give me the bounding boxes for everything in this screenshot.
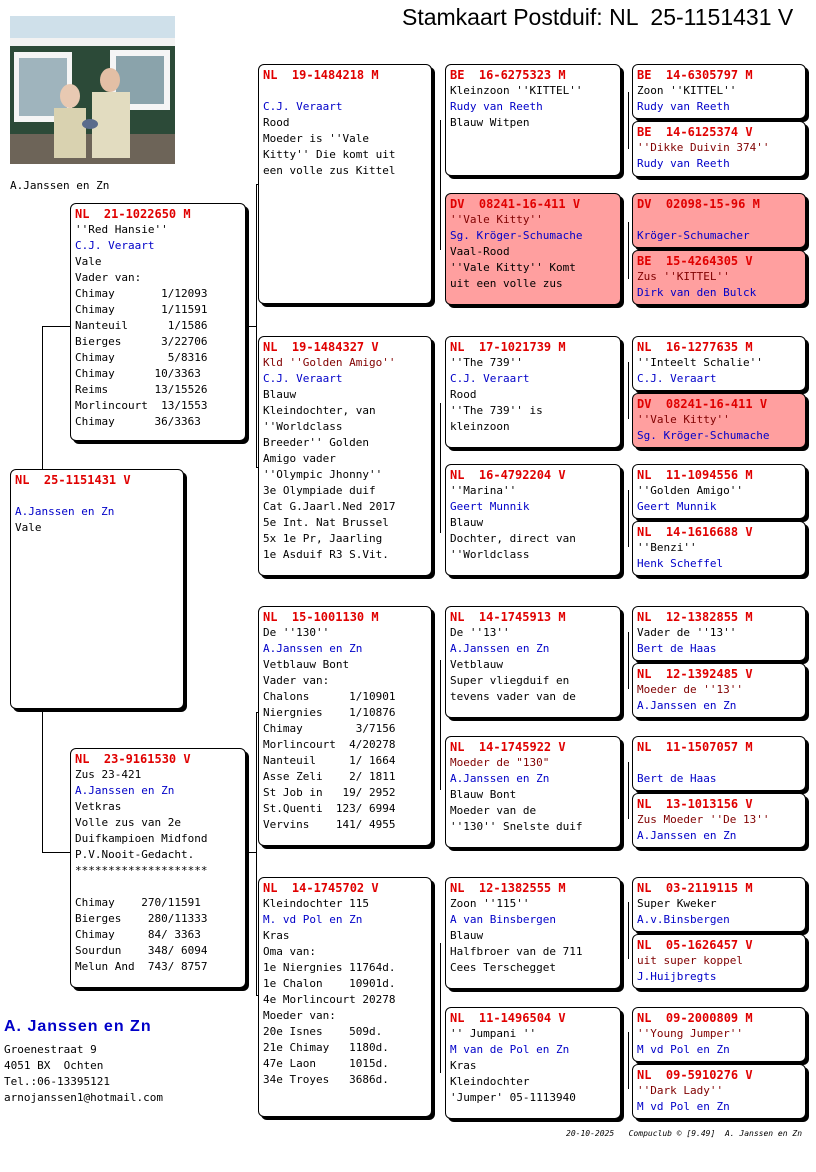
connector xyxy=(42,852,70,853)
pigeon-info-line: Chimay 36/3363 xyxy=(75,415,201,428)
pigeon-info-line: Vetblauw xyxy=(450,658,503,671)
pigeon-name xyxy=(15,488,179,504)
pigeon-info-line: Vetblauw Bont xyxy=(263,658,350,671)
pigeon-name: ''Inteelt Schalie'' xyxy=(637,356,763,369)
pigeon-info-line: Cees Terschegget xyxy=(450,961,556,974)
pigeon-info-line: Blauw Witpen xyxy=(450,116,530,129)
pigeon-card-fm2[interactable] xyxy=(258,336,432,576)
pigeon-name: ''Golden Amigo'' xyxy=(637,484,743,497)
footer-breeder-name: A. Janssen en Zn xyxy=(4,1018,152,1035)
ring-number: BE 14-6125374 V xyxy=(637,125,753,139)
pigeon-info-line: Blauw xyxy=(263,388,297,401)
ring-number: NL 13-1013156 V xyxy=(637,797,753,811)
pigeon-info-line: 5e Int. Nat Brussel xyxy=(263,516,389,529)
pigeon-card-h1[interactable] xyxy=(632,64,806,119)
pigeon-info-line: Bierges 3/22706 xyxy=(75,335,208,348)
pigeon-info-line: Chimay 1/12093 xyxy=(75,287,208,300)
pigeon-info-line: ''Worldclass xyxy=(450,548,530,561)
pigeon-name: ''Dark Lady'' xyxy=(637,1084,724,1097)
page-title: Stamkaart Postduif: NL 25-1151431 V xyxy=(402,4,794,30)
breeder-name: A.Janssen en Zn xyxy=(637,829,737,842)
breeder-name: A.Janssen en Zn xyxy=(637,699,737,712)
pigeon-info-line: tevens vader van de xyxy=(450,690,576,703)
pigeon-info-line: 3e Olympiade duif xyxy=(263,484,376,497)
pigeon-name: ''Benzi'' xyxy=(637,541,697,554)
ring-number: NL 09-2000809 M xyxy=(637,1011,753,1025)
breeder-name: C.J. Veraart xyxy=(263,100,343,113)
ring-number: NL 19-1484218 M xyxy=(263,68,379,82)
pigeon-name: ''Dikke Duivin 374'' xyxy=(637,141,770,154)
breeder-photo xyxy=(10,16,175,164)
pigeon-info-line: St.Quenti 123/ 6994 xyxy=(263,802,396,815)
pigeon-info-line: ''Worldclass xyxy=(263,420,343,433)
breeder-name: A.Janssen en Zn xyxy=(75,784,175,797)
connector xyxy=(256,712,257,995)
pigeon-info-line: Niergnies 1/10876 xyxy=(263,706,396,719)
footer-phone: Tel.:06-13395121 xyxy=(4,1075,110,1088)
breeder-name: A.v.Binsbergen xyxy=(637,913,730,926)
pigeon-name: Zus 23-421 xyxy=(75,768,142,781)
pigeon-card-g4[interactable] xyxy=(445,464,621,576)
pigeon-name: ''Red Hansie'' xyxy=(75,223,168,236)
pigeon-info-line: Kleindochter, van xyxy=(263,404,376,417)
pigeon-info-line: een volle zus Kittel xyxy=(263,164,396,177)
pigeon-info-line: Vader van: xyxy=(75,271,142,284)
ring-number: NL 14-1616688 V xyxy=(637,525,753,539)
pigeon-info-line: kleinzoon xyxy=(450,420,510,433)
ring-number: NL 14-1745702 V xyxy=(263,881,379,895)
breeder-name: M vd Pol en Zn xyxy=(637,1043,730,1056)
connector xyxy=(440,660,441,790)
breeder-name: A.Janssen en Zn xyxy=(450,642,550,655)
pigeon-name xyxy=(637,755,801,771)
ring-number: NL 14-1745913 M xyxy=(450,610,566,624)
pigeon-card-h16[interactable] xyxy=(632,1064,806,1119)
breeder-name: Rudy van Reeth xyxy=(450,100,543,113)
pigeon-card-c0[interactable] xyxy=(10,469,184,709)
breeder-name-top: A.Janssen en Zn xyxy=(10,179,110,192)
pigeon-card-mf2[interactable] xyxy=(258,606,432,846)
connector xyxy=(628,762,629,819)
pigeon-info-line: Vetkras xyxy=(75,800,122,813)
breeder-name: Kröger-Schumacher xyxy=(637,229,750,242)
ring-number: NL 25-1151431 V xyxy=(15,473,131,487)
breeder-name: A van Binsbergen xyxy=(450,913,556,926)
pigeon-card-g8[interactable] xyxy=(445,1007,621,1119)
breeder-name: Henk Scheffel xyxy=(637,557,724,570)
ring-number: NL 17-1021739 M xyxy=(450,340,566,354)
breeder-name: C.J. Veraart xyxy=(263,372,343,385)
pigeon-name: Moeder de ''13'' xyxy=(637,683,743,696)
pigeon-info-line: ''Olympic Jhonny'' xyxy=(263,468,383,481)
breeder-name: Geert Munnik xyxy=(637,500,717,513)
ring-number: NL 12-1382555 M xyxy=(450,881,566,895)
ring-number: NL 09-5910276 V xyxy=(637,1068,753,1082)
pigeon-card-h12[interactable] xyxy=(632,793,806,848)
pigeon-info-line: Nanteuil 1/ 1664 xyxy=(263,754,396,767)
connector xyxy=(42,712,43,852)
breeder-name: Rudy van Reeth xyxy=(637,100,730,113)
pigeon-info-line: Volle zus van 2e xyxy=(75,816,181,829)
ring-number: BE 16-6275323 M xyxy=(450,68,566,82)
pigeon-info-line: Super vliegduif en xyxy=(450,674,570,687)
pigeon-name xyxy=(637,212,801,228)
pigeon-card-h8[interactable] xyxy=(632,521,806,576)
breeder-name: Dirk van den Bulck xyxy=(637,286,757,299)
pigeon-name: ''Young Jumper'' xyxy=(637,1027,743,1040)
pigeon-name: '' Jumpani '' xyxy=(450,1027,537,1040)
connector xyxy=(440,120,441,250)
pigeon-card-mm2[interactable] xyxy=(258,877,432,1117)
pigeon-info-line: 1e Asduif R3 S.Vit. xyxy=(263,548,389,561)
ring-number: NL 21-1022650 M xyxy=(75,207,191,221)
ring-number: NL 11-1507057 M xyxy=(637,740,753,754)
pigeon-info-line: Oma van: xyxy=(263,945,316,958)
pigeon-card-g5[interactable] xyxy=(445,606,621,718)
pigeon-name: Zus Moeder ''De 13'' xyxy=(637,813,770,826)
pigeon-card-g1[interactable] xyxy=(445,64,621,176)
pigeon-name: Zoon ''KITTEL'' xyxy=(637,84,737,97)
pigeon-info-line: Chimay 1/11591 xyxy=(75,303,208,316)
pigeon-info-line: Vaal-Rood xyxy=(450,245,510,258)
pigeon-card-h6[interactable] xyxy=(632,393,806,448)
pigeon-name: Zus ''KITTEL'' xyxy=(637,270,730,283)
pigeon-card-ff2[interactable] xyxy=(258,64,432,304)
connector xyxy=(628,362,629,419)
connector xyxy=(256,184,257,467)
connector xyxy=(628,902,629,959)
pigeon-info-line: 4e Morlincourt 20278 xyxy=(263,993,396,1006)
pigeon-info-line: uit een volle zus xyxy=(450,277,563,290)
pigeon-info-line: Blauw xyxy=(450,516,484,529)
pigeon-info-line: Kras xyxy=(263,929,290,942)
pigeon-info-line: Vale xyxy=(75,255,102,268)
pigeon-card-f1[interactable] xyxy=(70,203,246,441)
pigeon-info-line: 1e Niergnies 11764d. xyxy=(263,961,396,974)
pigeon-card-g7[interactable] xyxy=(445,877,621,989)
connector xyxy=(246,852,256,853)
pigeon-card-h13[interactable] xyxy=(632,877,806,932)
pigeon-card-g2[interactable] xyxy=(445,193,621,305)
pigeon-info-line: Nanteuil 1/1586 xyxy=(75,319,208,332)
pigeon-card-h9[interactable] xyxy=(632,606,806,661)
pigeon-name: ''Marina'' xyxy=(450,484,517,497)
pigeon-name: uit super koppel xyxy=(637,954,743,967)
ring-number: BE 14-6305797 M xyxy=(637,68,753,82)
connector xyxy=(42,326,70,327)
pigeon-info-line: 47e Laon 1015d. xyxy=(263,1057,389,1070)
pigeon-info-line: ******************** xyxy=(75,864,208,877)
pigeon-info-line: 'Jumper' 05-1113940 xyxy=(450,1091,576,1104)
breeder-name: J.Huijbregts xyxy=(637,970,717,983)
pigeon-info-line: Kleindochter xyxy=(450,1075,530,1088)
pigeon-card-h4[interactable] xyxy=(632,250,806,305)
pigeon-info-line: Cat G.Jaarl.Ned 2017 xyxy=(263,500,396,513)
pigeon-info-line: Chimay 84/ 3363 xyxy=(75,928,201,941)
pigeon-card-h11[interactable] xyxy=(632,736,806,791)
connector xyxy=(628,222,629,279)
breeder-name: Sg. Kröger-Schumache xyxy=(637,429,770,442)
breeder-name: C.J. Veraart xyxy=(450,372,530,385)
breeder-name: A.Janssen en Zn xyxy=(450,772,550,785)
pigeon-info-line: Blauw Bont xyxy=(450,788,517,801)
pigeon-info-line: Sourdun 348/ 6094 xyxy=(75,944,208,957)
pigeon-info-line: P.V.Nooit-Gedacht. xyxy=(75,848,195,861)
breeder-name: A.Janssen en Zn xyxy=(263,642,363,655)
breeder-name: Rudy van Reeth xyxy=(637,157,730,170)
pigeon-info-line: Morlincourt 13/1553 xyxy=(75,399,208,412)
connector xyxy=(628,1032,629,1089)
pigeon-name: Super Kweker xyxy=(637,897,717,910)
pigeon-info-line: Vader van: xyxy=(263,674,330,687)
pigeon-info-line: Morlincourt 4/20278 xyxy=(263,738,396,751)
pigeon-info-line: ''130'' Snelste duif xyxy=(450,820,583,833)
pigeon-info-line: Rood xyxy=(263,116,290,129)
pigeon-card-g6[interactable] xyxy=(445,736,621,848)
footer-street: Groenestraat 9 xyxy=(4,1043,97,1056)
pigeon-info-line: Moeder van: xyxy=(263,1009,336,1022)
pigeon-info-line: Bierges 280/11333 xyxy=(75,912,208,925)
pigeon-info-line: Chimay 3/7156 xyxy=(263,722,396,735)
ring-number: NL 12-1392485 V xyxy=(637,667,753,681)
pigeon-card-m1[interactable] xyxy=(70,748,246,988)
pigeon-info-line: Duifkampioen Midfond xyxy=(75,832,208,845)
pigeon-info-line: Chimay 270/11591 xyxy=(75,896,201,909)
footer-city: 4051 BX Ochten xyxy=(4,1059,104,1072)
ring-number: NL 19-1484327 V xyxy=(263,340,379,354)
pigeon-info-line: 5x 1e Pr, Jaarling xyxy=(263,532,383,545)
pigeon-name: Kld ''Golden Amigo'' xyxy=(263,356,396,369)
pigeon-name: Kleinzoon ''KITTEL'' xyxy=(450,84,583,97)
ring-number: NL 05-1626457 V xyxy=(637,938,753,952)
pigeon-info-line xyxy=(75,879,241,895)
pigeon-card-h14[interactable] xyxy=(632,934,806,989)
ring-number: NL 16-4792204 V xyxy=(450,468,566,482)
breeder-name: Bert de Haas xyxy=(637,772,717,785)
breeder-name: M vd Pol en Zn xyxy=(637,1100,730,1113)
pigeon-info-line: Kitty'' Die komt uit xyxy=(263,148,396,161)
pigeon-card-h3[interactable] xyxy=(632,193,806,248)
pigeon-card-h7[interactable] xyxy=(632,464,806,519)
ring-number: DV 08241-16-411 V xyxy=(450,197,581,211)
pigeon-name: De ''130'' xyxy=(263,626,330,639)
breeder-name: C.J. Veraart xyxy=(75,239,155,252)
connector xyxy=(440,403,441,533)
breeder-name: Geert Munnik xyxy=(450,500,530,513)
breeder-name: Bert de Haas xyxy=(637,642,717,655)
footer-email: arnojanssen1@hotmail.com xyxy=(4,1091,163,1104)
ring-number: NL 12-1382855 M xyxy=(637,610,753,624)
ring-number: NL 11-1094556 M xyxy=(637,468,753,482)
pigeon-info-line: Vervins 141/ 4955 xyxy=(263,818,396,831)
pigeon-name: Moeder de "130" xyxy=(450,756,550,769)
pigeon-info-line: Chimay 5/8316 xyxy=(75,351,208,364)
pigeon-info-line: 21e Chimay 1180d. xyxy=(263,1041,389,1054)
pigeon-card-g3[interactable] xyxy=(445,336,621,448)
pigeon-card-h2[interactable] xyxy=(632,121,806,177)
ring-number: NL 16-1277635 M xyxy=(637,340,753,354)
pigeon-info-line: 1e Chalon 10901d. xyxy=(263,977,396,990)
pigeon-info-line: Chimay 10/3363 xyxy=(75,367,201,380)
connector xyxy=(440,943,441,1073)
footer-bottom-line: 20-10-2025 Compuclub © [9.49] A. Janssen en Zn xyxy=(566,1129,803,1138)
pigeon-info-line: Asse Zeli 2/ 1811 xyxy=(263,770,396,783)
ring-number: NL 11-1496504 V xyxy=(450,1011,566,1025)
connector xyxy=(42,326,43,469)
pigeon-name: Vader de ''13'' xyxy=(637,626,737,639)
pigeon-name xyxy=(263,83,427,99)
pigeon-info-line: Vale xyxy=(15,521,42,534)
ring-number: NL 03-2119115 M xyxy=(637,881,753,895)
ring-number: DV 08241-16-411 V xyxy=(637,397,768,411)
pigeon-card-h5[interactable] xyxy=(632,336,806,391)
pigeon-card-h10[interactable] xyxy=(632,663,806,718)
pigeon-info-line: Rood xyxy=(450,388,477,401)
pigeon-info-line: Blauw xyxy=(450,929,484,942)
pigeon-name: De ''13'' xyxy=(450,626,510,639)
breeder-name: Sg. Kröger-Schumache xyxy=(450,229,583,242)
connector xyxy=(628,490,629,547)
pigeon-info-line: 34e Troyes 3686d. xyxy=(263,1073,389,1086)
ring-number: NL 23-9161530 V xyxy=(75,752,191,766)
pigeon-info-line: Kras xyxy=(450,1059,477,1072)
pigeon-info-line: Halfbroer van de 711 xyxy=(450,945,583,958)
breeder-name: A.Janssen en Zn xyxy=(15,505,115,518)
pigeon-info-line: Moeder is ''Vale xyxy=(263,132,369,145)
pigeon-name: ''Vale Kitty'' xyxy=(450,213,543,226)
pigeon-info-line: Melun And 743/ 8757 xyxy=(75,960,208,973)
breeder-name: C.J. Veraart xyxy=(637,372,717,385)
pigeon-name: ''Vale Kitty'' xyxy=(637,413,730,426)
ring-number: NL 14-1745922 V xyxy=(450,740,566,754)
pigeon-info-line: Moeder van de xyxy=(450,804,537,817)
connector xyxy=(628,632,629,689)
pigeon-info-line: ''The 739'' is xyxy=(450,404,543,417)
pigeon-info-line: St Job in 19/ 2952 xyxy=(263,786,396,799)
pigeon-card-h15[interactable] xyxy=(632,1007,806,1062)
pigeon-name: ''The 739'' xyxy=(450,356,523,369)
breeder-name: M. vd Pol en Zn xyxy=(263,913,363,926)
pigeon-info-line: Chalons 1/10901 xyxy=(263,690,396,703)
connector xyxy=(628,92,629,149)
ring-number: NL 15-1001130 M xyxy=(263,610,379,624)
pigeon-info-line: Reims 13/15526 xyxy=(75,383,208,396)
ring-number: DV 02098-15-96 M xyxy=(637,197,760,211)
ring-number: BE 15-4264305 V xyxy=(637,254,753,268)
pigeon-info-line: Breeder'' Golden xyxy=(263,436,369,449)
pigeon-info-line: 20e Isnes 509d. xyxy=(263,1025,383,1038)
pigeon-name: Zoon ''115'' xyxy=(450,897,530,910)
breeder-name: M van de Pol en Zn xyxy=(450,1043,570,1056)
pigeon-info-line: Amigo vader xyxy=(263,452,336,465)
pigeon-name: Kleindochter 115 xyxy=(263,897,369,910)
pigeon-info-line: ''Vale Kitty'' Komt xyxy=(450,261,576,274)
pigeon-info-line: Dochter, direct van xyxy=(450,532,576,545)
connector xyxy=(246,326,256,327)
